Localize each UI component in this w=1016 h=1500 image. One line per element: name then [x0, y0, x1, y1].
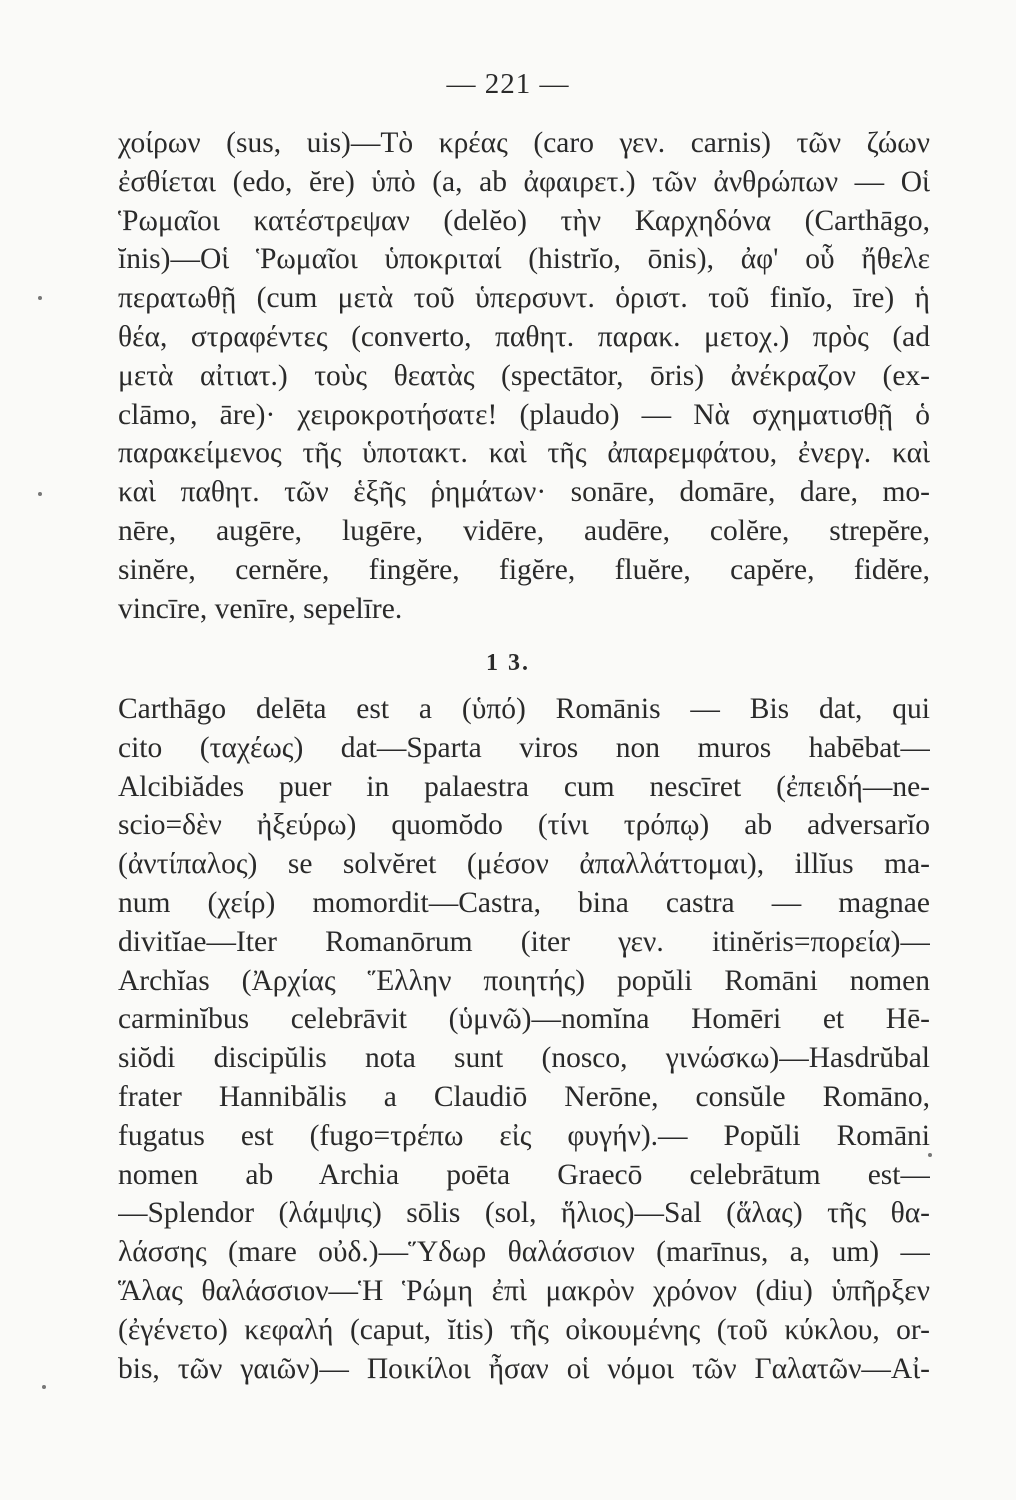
- text-line: Carthāgo delēta est a (ὑπό) Romānis — Bis dat, qui: [118, 693, 930, 725]
- text-line: divitĭae—Iter Romanōrum (iter γεν. itinĕris=πορεία)—: [118, 925, 930, 958]
- text-line: siŏdi discipŭlis nota sunt (nosco, γινώσκω)—Hasdrŭbal: [118, 1042, 930, 1075]
- text-line: λάσσης (mare οὐδ.)—Ὕδωρ θαλάσσιον (marīnus, a, um) —: [118, 1236, 930, 1269]
- section-number: 1 3.: [486, 650, 530, 676]
- text-line: παρακείμενος τῆς ὑποτακτ. καὶ τῆς ἀπαρεμφάτου, ἐνεργ. καὶ: [118, 437, 930, 470]
- text-line: ἐσθίεται (edo, ĕre) ὑπὸ (a, ab ἀφαιρετ.) τῶν ἀνθρώπων — Οἱ: [118, 165, 930, 198]
- margin-speck: [38, 492, 42, 496]
- text-line: carminĭbus celebrāvit (ὑμνῶ)—nomĭna Homēri et Hē-: [118, 1003, 930, 1036]
- text-line: nomen ab Archia poēta Graecō celebrātum est—: [118, 1158, 930, 1191]
- text-line: num (χείρ) momordit—Castra, bina castra — magnae: [118, 886, 930, 919]
- text-line: ĭnis)—Οἱ Ῥωμαῖοι ὑποκριταί (histrĭo, ōnis), ἀφ' οὗ ἤθελε: [118, 243, 930, 276]
- margin-speck: [42, 1385, 46, 1389]
- text-line: fugatus est (fugo=τρέπω εἰς φυγήν).— Popŭli Romāni: [118, 1119, 930, 1152]
- text-line: cito (ταχέως) dat—Sparta viros non muros habēbat—: [118, 731, 930, 764]
- text-line: Ἅλας θαλάσσιον—Ἡ Ῥώμη ἐπὶ μακρὸν χρόνον (diu) ὑπῆρξεν: [118, 1274, 930, 1307]
- text-line: θέα, στραφέντες (converto, παθητ. παρακ. μετοχ.) πρὸς (ad: [118, 320, 930, 353]
- page-number: — 221 —: [446, 68, 570, 100]
- text-line: nēre, augēre, lugēre, vidēre, audēre, colĕre, strepĕre,: [118, 514, 930, 547]
- text-line: —Splendor (λάμψις) sōlis (sol, ἥλιος)—Sal (ἅλας) τῆς θα-: [118, 1197, 930, 1230]
- text-line: (ἐγένετο) κεφαλή (caput, ĭtis) τῆς οἰκουμένης (τοῦ κύκλου, or-: [118, 1313, 930, 1346]
- text-line: χοίρων (sus, uis)—Τὸ κρέας (caro γεν. carnis) τῶν ζώων: [118, 127, 930, 159]
- text-line: Ῥωμαῖοι κατέστρεψαν (delĕo) τὴν Καρχηδόνα (Carthāgo,: [118, 204, 930, 237]
- text-line: Alcibiădes puer in palaestra cum nescīret (ἐπειδή—ne-: [118, 770, 930, 803]
- text-line: περατωθῇ (cum μετὰ τοῦ ὑπερσυντ. ὁριστ. τοῦ finĭo, īre) ἡ: [118, 282, 930, 315]
- text-line: sinĕre, cernĕre, fingĕre, figĕre, fluĕre, capĕre, fidĕre,: [118, 553, 930, 586]
- margin-speck: [928, 1153, 932, 1157]
- text-line: μετὰ αἰτιατ.) τοὺς θεατὰς (spectātor, ōris) ἀνέκραζον (ex-: [118, 359, 930, 392]
- text-line: scio=δὲν ἠξεύρω) quomŏdo (τίνι τρόπῳ) ab adversarĭo: [118, 809, 930, 842]
- text-line: clāmo, āre)· χειροκροτήσατε! (plaudo) — Νὰ σχηματισθῇ ὁ: [118, 398, 930, 431]
- margin-speck: [38, 296, 42, 300]
- text-line: bis, τῶν γαιῶν)— Ποικίλοι ἦσαν οἱ νόμοι τῶν Γαλατῶν—Αἰ-: [118, 1352, 930, 1385]
- text-line: Archĭas (Ἀρχίας Ἕλλην ποιητής) popŭli Romāni nomen: [118, 964, 930, 997]
- text-line: καὶ παθητ. τῶν ἑξῆς ῥημάτων· sonāre, domāre, dare, mo-: [118, 476, 930, 509]
- text-line: (ἀντίπαλος) se solvĕret (μέσον ἀπαλλάττομαι), illĭus ma-: [118, 848, 930, 881]
- text-line: frater Hannibălis a Claudiō Nerōne, consŭle Romāno,: [118, 1080, 930, 1113]
- exercise-paragraph: [118, 690, 930, 1388]
- vocabulary-paragraph: [118, 124, 930, 628]
- text-line: vincīre, venīre, sepelīre.: [118, 592, 403, 625]
